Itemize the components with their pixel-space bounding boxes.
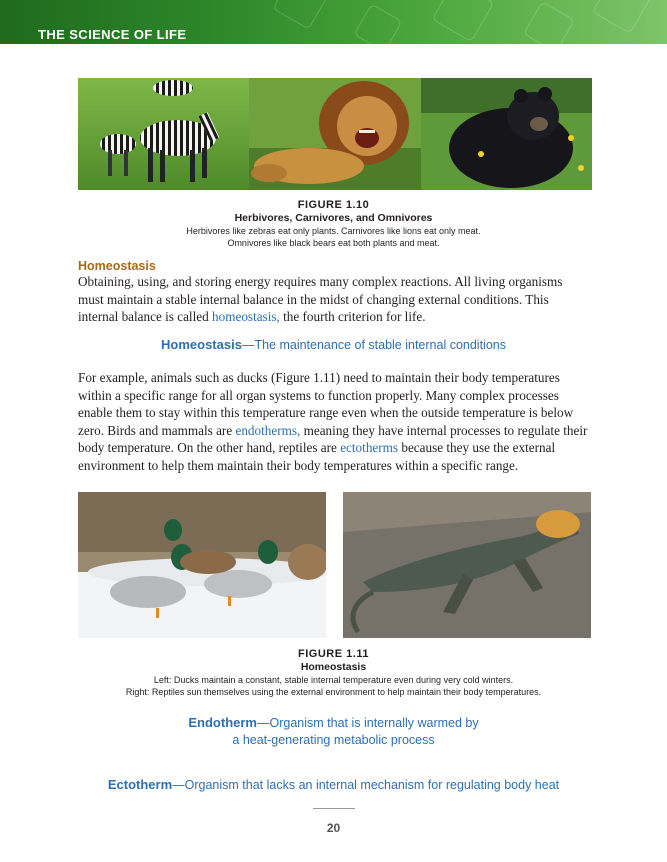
keyword-ectotherms: ectotherms — [340, 440, 399, 455]
lion-photo — [249, 78, 421, 190]
para1-text: Obtaining, using, and storing energy requires many complex reactions. All living organisms must maintain a stable internal balance in the midst of changing external conditions. This internal balance is called — [78, 274, 563, 324]
figure-1-11-caption-line2: Right: Reptiles sun themselves using the external environment to help maintain their body temperatures. — [125, 687, 542, 697]
paragraph-homeostasis — [78, 273, 590, 326]
footer-rule — [313, 808, 355, 809]
chapter-title: THE SCIENCE OF LIFE — [38, 27, 187, 42]
figure-1-11-caption-line1: Left: Ducks maintain a constant, stable internal temperature even during very cold winters. — [153, 675, 514, 685]
ducks-photo — [78, 492, 326, 638]
page-number: 20 — [326, 821, 341, 835]
definition-endotherm-line1: —Organism that is internally warmed by — [257, 716, 479, 730]
definition-endotherm-line2: a heat-generating metabolic process — [232, 733, 435, 747]
definition-homeostasis-text: —The maintenance of stable internal conditions — [241, 338, 506, 352]
term-homeostasis: Homeostasis — [161, 337, 242, 352]
figure-1-11-number: FIGURE 1.11 — [298, 648, 369, 660]
figure-1-11-title: Homeostasis — [300, 661, 367, 673]
zebras-photo — [78, 78, 249, 190]
lizard-photo — [343, 492, 591, 638]
figure-1-10-caption-line2: Omnivores like black bears eat both plants and meat. — [227, 238, 440, 248]
definition-ectotherm-text: —Organism that lacks an internal mechanism for regulating body heat — [172, 778, 560, 792]
header-band — [0, 0, 667, 44]
definition-homeostasis — [0, 336, 667, 354]
term-ectotherm: Ectotherm — [107, 777, 173, 792]
keyword-endotherms: endotherms, — [235, 422, 301, 438]
definition-ectotherm — [0, 776, 667, 794]
figure-1-10-number: FIGURE 1.10 — [297, 199, 370, 211]
para1-end: the fourth criterion for life. — [279, 309, 426, 324]
paragraph-endotherms — [78, 369, 590, 474]
para2-text1: For example, animals such as ducks (Figure 1.11) need to maintain their body temperatures within a specific range for all organ systems to function properly. Many complex processes enable them to stay within this temperature range even when the outside temperature is below zero. Birds and mammals are — [78, 370, 574, 438]
term-endotherm: Endotherm — [188, 715, 257, 730]
figure-1-10-title: Herbivores, Carnivores, and Omnivores — [234, 212, 433, 224]
para2-text3: because they use the external environment to help them maintain their body temperatures within a specific range. — [78, 440, 556, 473]
definition-endotherm — [0, 714, 667, 749]
bear-photo — [421, 78, 592, 190]
figure-1-10-caption-line1: Herbivores like zebras eat only plants. Carnivores like lions eat only meat. — [186, 226, 481, 236]
keyword-homeostasis: homeostasis, — [212, 309, 280, 324]
para2-text2: meaning they have internal processes to regulate their body temperature. On the other hand, reptiles are — [78, 422, 588, 455]
section-heading: Homeostasis — [78, 259, 156, 273]
